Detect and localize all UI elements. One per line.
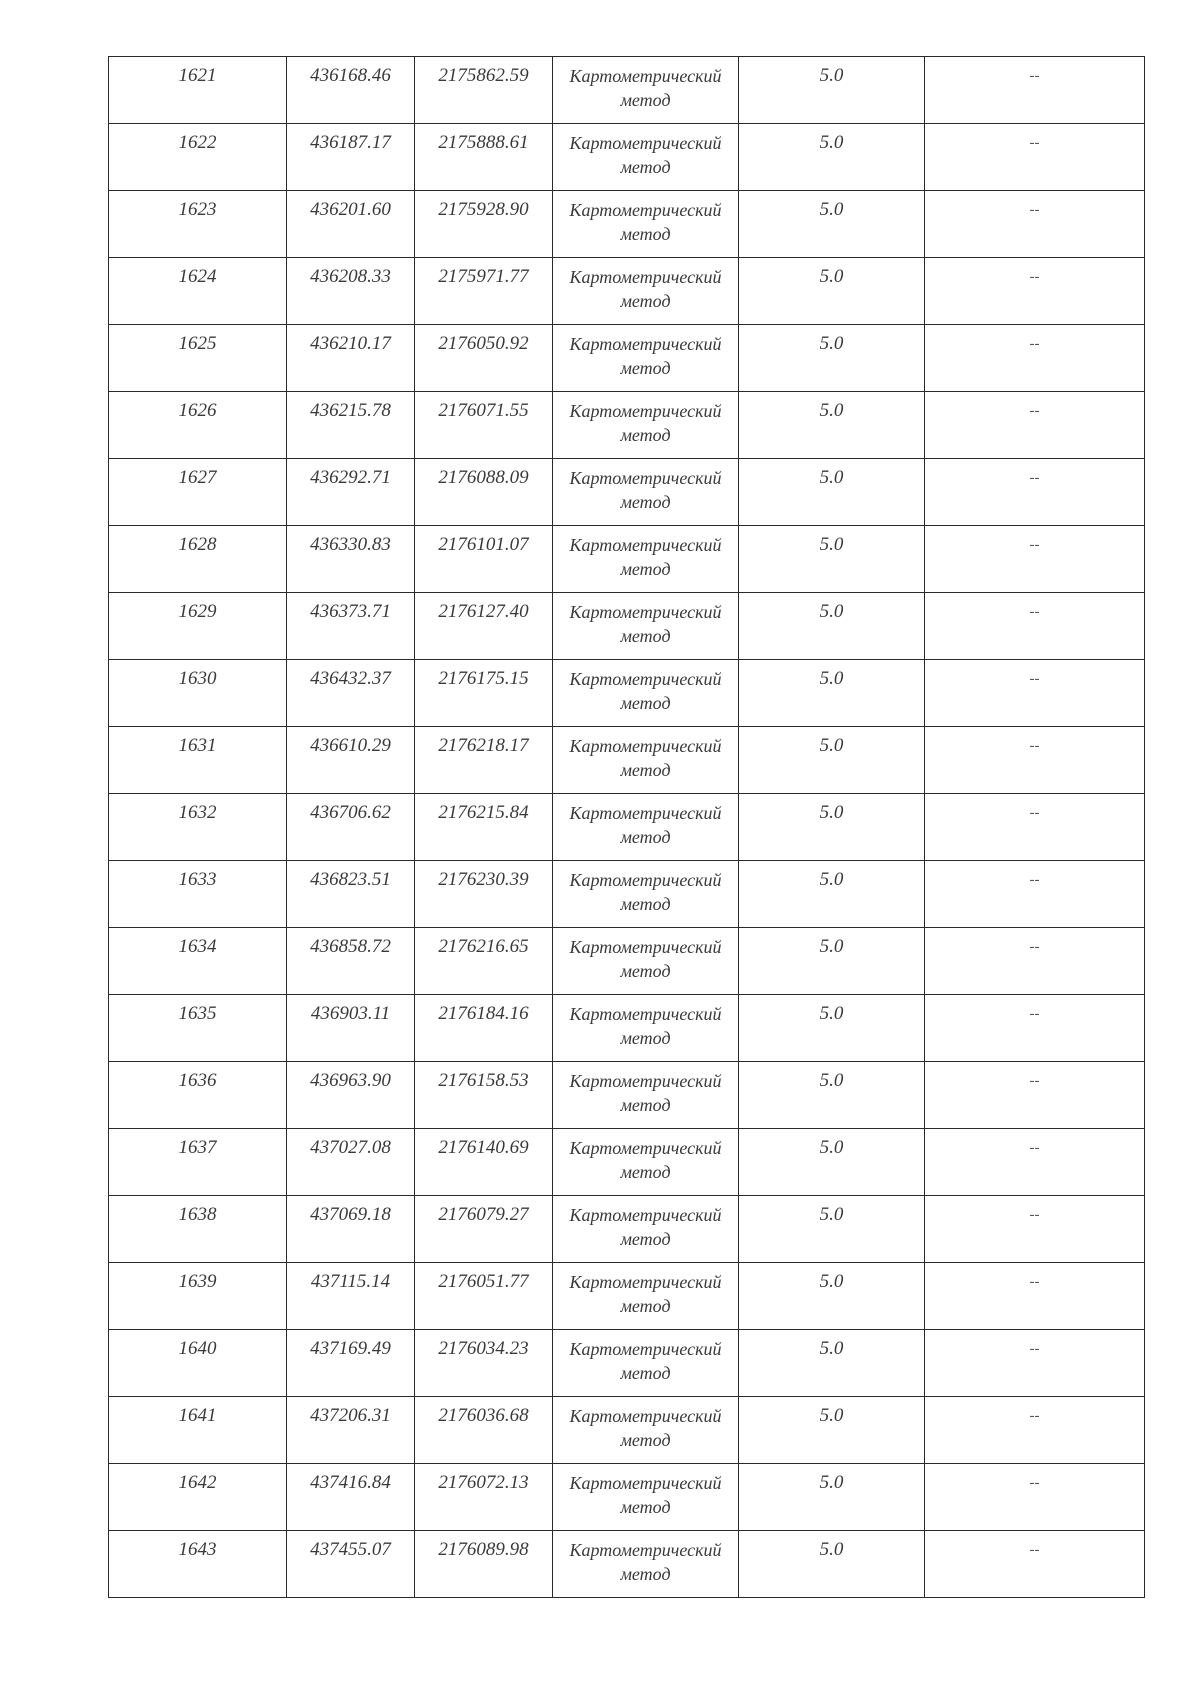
point-number-cell: 1637 [109,1129,287,1196]
y-coordinate-cell: 2175862.59 [415,57,553,124]
method-cell: Картометрический метод [553,258,739,325]
x-coordinate-cell: 436208.33 [287,258,415,325]
x-coordinate-cell: 436292.71 [287,459,415,526]
x-coordinate-cell: 436215.78 [287,392,415,459]
note-cell: -- [925,660,1145,727]
note-cell: -- [925,1129,1145,1196]
method-cell: Картометрический метод [553,995,739,1062]
table-row [109,660,1145,727]
method-cell: Картометрический метод [553,1129,739,1196]
accuracy-cell: 5.0 [739,1531,925,1598]
note-cell: -- [925,325,1145,392]
accuracy-cell: 5.0 [739,593,925,660]
y-coordinate-cell: 2176089.98 [415,1531,553,1598]
accuracy-cell: 5.0 [739,1397,925,1464]
y-coordinate-cell: 2176079.27 [415,1196,553,1263]
x-coordinate-cell: 436963.90 [287,1062,415,1129]
table-row [109,928,1145,995]
method-cell: Картометрический метод [553,1062,739,1129]
method-cell: Картометрический метод [553,459,739,526]
accuracy-cell: 5.0 [739,526,925,593]
x-coordinate-cell: 436201.60 [287,191,415,258]
point-number-cell: 1634 [109,928,287,995]
point-number-cell: 1633 [109,861,287,928]
method-cell: Картометрический метод [553,1196,739,1263]
method-cell: Картометрический метод [553,1330,739,1397]
y-coordinate-cell: 2176127.40 [415,593,553,660]
note-cell: -- [925,1196,1145,1263]
table-row [109,1397,1145,1464]
note-cell: -- [925,1263,1145,1330]
table-row [109,526,1145,593]
accuracy-cell: 5.0 [739,1330,925,1397]
x-coordinate-cell: 436330.83 [287,526,415,593]
table-row [109,861,1145,928]
table-row [109,258,1145,325]
y-coordinate-cell: 2176072.13 [415,1464,553,1531]
y-coordinate-cell: 2175928.90 [415,191,553,258]
note-cell: -- [925,593,1145,660]
method-cell: Картометрический метод [553,392,739,459]
point-number-cell: 1625 [109,325,287,392]
accuracy-cell: 5.0 [739,1196,925,1263]
accuracy-cell: 5.0 [739,928,925,995]
y-coordinate-cell: 2176216.65 [415,928,553,995]
accuracy-cell: 5.0 [739,191,925,258]
point-number-cell: 1624 [109,258,287,325]
x-coordinate-cell: 436858.72 [287,928,415,995]
table-row [109,1464,1145,1531]
point-number-cell: 1621 [109,57,287,124]
x-coordinate-cell: 437455.07 [287,1531,415,1598]
x-coordinate-cell: 437115.14 [287,1263,415,1330]
accuracy-cell: 5.0 [739,727,925,794]
method-cell: Картометрический метод [553,1531,739,1598]
x-coordinate-cell: 436187.17 [287,124,415,191]
accuracy-cell: 5.0 [739,1062,925,1129]
x-coordinate-cell: 436210.17 [287,325,415,392]
note-cell: -- [925,526,1145,593]
coordinates-table [108,56,1145,1598]
table-row [109,1330,1145,1397]
x-coordinate-cell: 437206.31 [287,1397,415,1464]
method-cell: Картометрический метод [553,526,739,593]
point-number-cell: 1636 [109,1062,287,1129]
accuracy-cell: 5.0 [739,1129,925,1196]
method-cell: Картометрический метод [553,794,739,861]
table-row [109,1263,1145,1330]
x-coordinate-cell: 436823.51 [287,861,415,928]
x-coordinate-cell: 436610.29 [287,727,415,794]
note-cell: -- [925,1397,1145,1464]
note-cell: -- [925,794,1145,861]
note-cell: -- [925,727,1145,794]
table-row [109,995,1145,1062]
point-number-cell: 1622 [109,124,287,191]
x-coordinate-cell: 437069.18 [287,1196,415,1263]
y-coordinate-cell: 2175971.77 [415,258,553,325]
note-cell: -- [925,995,1145,1062]
y-coordinate-cell: 2176175.15 [415,660,553,727]
method-cell: Картометрический метод [553,124,739,191]
note-cell: -- [925,1330,1145,1397]
method-cell: Картометрический метод [553,191,739,258]
point-number-cell: 1626 [109,392,287,459]
accuracy-cell: 5.0 [739,1263,925,1330]
table-row [109,57,1145,124]
point-number-cell: 1629 [109,593,287,660]
x-coordinate-cell: 436903.11 [287,995,415,1062]
point-number-cell: 1630 [109,660,287,727]
note-cell: -- [925,1062,1145,1129]
accuracy-cell: 5.0 [739,392,925,459]
y-coordinate-cell: 2176215.84 [415,794,553,861]
point-number-cell: 1635 [109,995,287,1062]
accuracy-cell: 5.0 [739,57,925,124]
table-row [109,459,1145,526]
accuracy-cell: 5.0 [739,325,925,392]
accuracy-cell: 5.0 [739,124,925,191]
table-body [109,57,1145,1598]
table-row [109,1531,1145,1598]
y-coordinate-cell: 2175888.61 [415,124,553,191]
x-coordinate-cell: 437027.08 [287,1129,415,1196]
note-cell: -- [925,1464,1145,1531]
y-coordinate-cell: 2176101.07 [415,526,553,593]
table-row [109,593,1145,660]
y-coordinate-cell: 2176230.39 [415,861,553,928]
note-cell: -- [925,258,1145,325]
method-cell: Картометрический метод [553,593,739,660]
note-cell: -- [925,191,1145,258]
table-row [109,392,1145,459]
table-row [109,191,1145,258]
note-cell: -- [925,57,1145,124]
accuracy-cell: 5.0 [739,995,925,1062]
point-number-cell: 1632 [109,794,287,861]
table-row [109,727,1145,794]
note-cell: -- [925,124,1145,191]
table-row [109,1062,1145,1129]
table-row [109,794,1145,861]
y-coordinate-cell: 2176036.68 [415,1397,553,1464]
point-number-cell: 1628 [109,526,287,593]
point-number-cell: 1643 [109,1531,287,1598]
point-number-cell: 1640 [109,1330,287,1397]
method-cell: Картометрический метод [553,660,739,727]
table-row [109,1196,1145,1263]
method-cell: Картометрический метод [553,57,739,124]
accuracy-cell: 5.0 [739,459,925,526]
table-row [109,325,1145,392]
accuracy-cell: 5.0 [739,861,925,928]
note-cell: -- [925,861,1145,928]
point-number-cell: 1639 [109,1263,287,1330]
y-coordinate-cell: 2176034.23 [415,1330,553,1397]
note-cell: -- [925,392,1145,459]
method-cell: Картометрический метод [553,727,739,794]
point-number-cell: 1642 [109,1464,287,1531]
note-cell: -- [925,1531,1145,1598]
accuracy-cell: 5.0 [739,258,925,325]
y-coordinate-cell: 2176184.16 [415,995,553,1062]
point-number-cell: 1627 [109,459,287,526]
x-coordinate-cell: 437416.84 [287,1464,415,1531]
point-number-cell: 1641 [109,1397,287,1464]
table-row [109,124,1145,191]
note-cell: -- [925,459,1145,526]
method-cell: Картометрический метод [553,1263,739,1330]
y-coordinate-cell: 2176218.17 [415,727,553,794]
method-cell: Картометрический метод [553,325,739,392]
accuracy-cell: 5.0 [739,1464,925,1531]
x-coordinate-cell: 437169.49 [287,1330,415,1397]
x-coordinate-cell: 436432.37 [287,660,415,727]
y-coordinate-cell: 2176051.77 [415,1263,553,1330]
accuracy-cell: 5.0 [739,660,925,727]
method-cell: Картометрический метод [553,861,739,928]
x-coordinate-cell: 436706.62 [287,794,415,861]
method-cell: Картометрический метод [553,1464,739,1531]
method-cell: Картометрический метод [553,1397,739,1464]
accuracy-cell: 5.0 [739,794,925,861]
note-cell: -- [925,928,1145,995]
method-cell: Картометрический метод [553,928,739,995]
table-row [109,1129,1145,1196]
y-coordinate-cell: 2176050.92 [415,325,553,392]
x-coordinate-cell: 436373.71 [287,593,415,660]
y-coordinate-cell: 2176071.55 [415,392,553,459]
point-number-cell: 1623 [109,191,287,258]
y-coordinate-cell: 2176088.09 [415,459,553,526]
y-coordinate-cell: 2176158.53 [415,1062,553,1129]
point-number-cell: 1631 [109,727,287,794]
point-number-cell: 1638 [109,1196,287,1263]
x-coordinate-cell: 436168.46 [287,57,415,124]
y-coordinate-cell: 2176140.69 [415,1129,553,1196]
